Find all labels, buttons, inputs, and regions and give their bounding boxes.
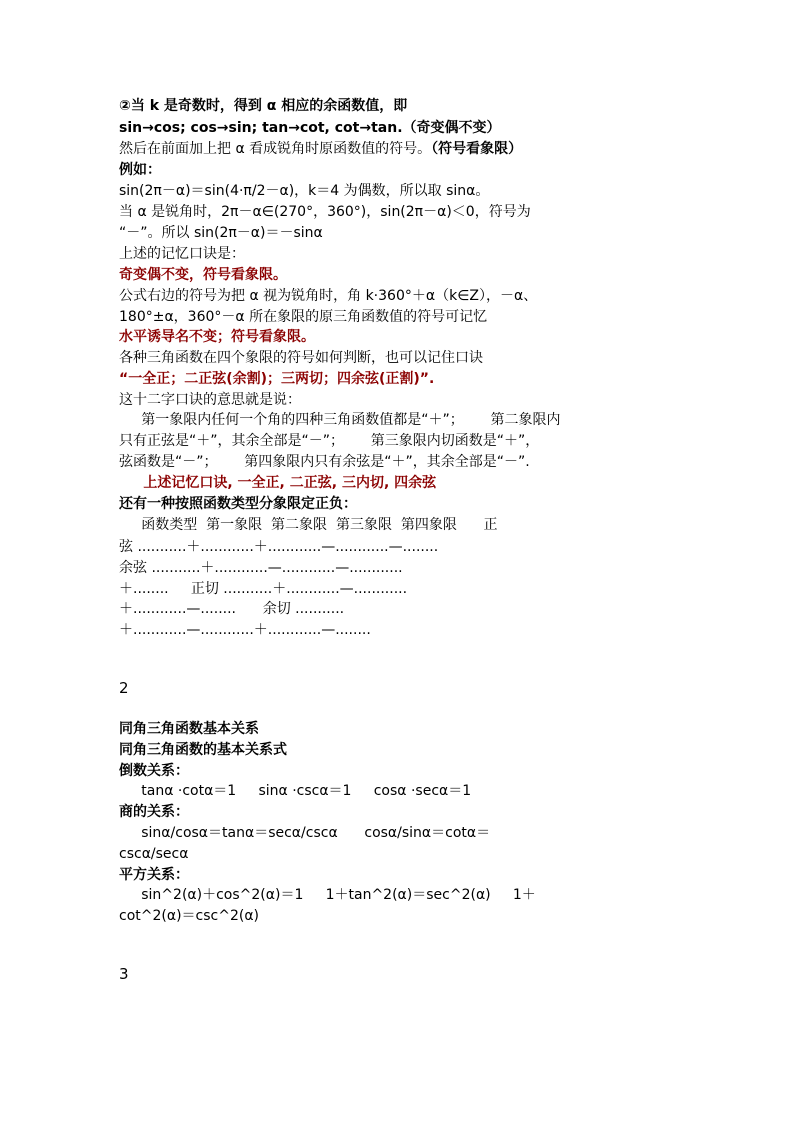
page-number: 3 — [119, 965, 129, 983]
text-line: 公式右边的符号为把 α 视为锐角时，角 k·360°＋α（k∈Z），－α、 — [119, 288, 538, 304]
text-line: 第一象限内任何一个角的四种三角函数值都是“＋”； 第二象限内 — [119, 412, 561, 428]
text-line: 上述记忆口诀, 一全正, 二正弦, 三内切, 四余弦 — [119, 475, 437, 491]
page-number: 2 — [119, 679, 129, 697]
text-segment-bold: （符号看象限） — [431, 141, 523, 157]
text-line: sinα/cosα＝tanα＝secα/cscα cosα/sinα＝cotα＝ — [119, 825, 491, 841]
text-line: ②当 k 是奇数时，得到 α 相应的余函数值，即 — [119, 98, 408, 114]
section-subheading: 同角三角函数的基本关系式 — [119, 742, 287, 758]
text-line: cscα/secα — [119, 846, 189, 862]
text-line: 180°±α，360°－α 所在象限的原三角函数值的符号可记忆 — [119, 309, 488, 325]
text-line: ＋............—........ 余切 ........... — [119, 601, 345, 617]
text-line: sin(2π－α)＝sin(4·π/2－α)，k＝4 为偶数，所以取 sinα。 — [119, 183, 490, 199]
text-line: sin^2(α)＋cos^2(α)＝1 1＋tan^2(α)＝sec^2(α) 1＋ — [119, 887, 536, 903]
text-line: “－”。所以 sin(2π－α)＝－sinα — [119, 225, 323, 241]
text-line: 上述的记忆口诀是： — [119, 246, 245, 262]
text-line: 这十二字口诀的意思就是说： — [119, 392, 301, 408]
text-line: 倒数关系： — [119, 763, 189, 779]
text-line: 商的关系： — [119, 804, 189, 820]
text-line: 弦函数是“－”； 第四象限内只有余弦是“＋”，其余全部是“－”. — [119, 454, 530, 470]
text-line: sin→cos; cos→sin; tan→cot, cot→tan.（奇变偶不变） — [119, 120, 501, 136]
text-line: 只有正弦是“＋”，其余全部是“－”； 第三象限内切函数是“＋”， — [119, 433, 540, 449]
text-line: 余弦 ...........＋............—............—............ — [119, 560, 403, 576]
text-line: 当 α 是锐角时，2π－α∈(270°，360°)，sin(2π－α)＜0，符号为 — [119, 204, 531, 220]
text-line: 还有一种按照函数类型分象限定正负： — [119, 496, 357, 512]
text-line: 弦 ...........＋............＋............—............—........ — [119, 539, 439, 555]
text-line: ＋............—............＋............—........ — [119, 622, 371, 638]
text-line: 平方关系： — [119, 867, 189, 883]
text-line: ＋........ 正切 ...........＋............—............ — [119, 581, 408, 597]
text-line: tanα ·cotα＝1 sinα ·cscα＝1 cosα ·secα＝1 — [119, 783, 472, 799]
text-segment: 然后在前面加上把 α 看成锐角时原函数值的符号。 — [119, 141, 432, 157]
text-line — [119, 139, 522, 159]
text-line: 例如： — [119, 162, 161, 178]
text-line: 奇变偶不变，符号看象限。 — [119, 267, 287, 283]
text-line: 函数类型 第一象限 第二象限 第三象限 第四象限 正 — [119, 517, 498, 533]
text-line: 水平诱导名不变；符号看象限。 — [119, 329, 315, 345]
section-heading: 同角三角函数基本关系 — [119, 721, 259, 737]
text-line: 各种三角函数在四个象限的符号如何判断，也可以记住口诀 — [119, 350, 483, 366]
text-line: “一全正；二正弦(余割)；三两切；四余弦(正割)”. — [119, 371, 435, 387]
text-line: cot^2(α)＝csc^2(α) — [119, 908, 260, 924]
